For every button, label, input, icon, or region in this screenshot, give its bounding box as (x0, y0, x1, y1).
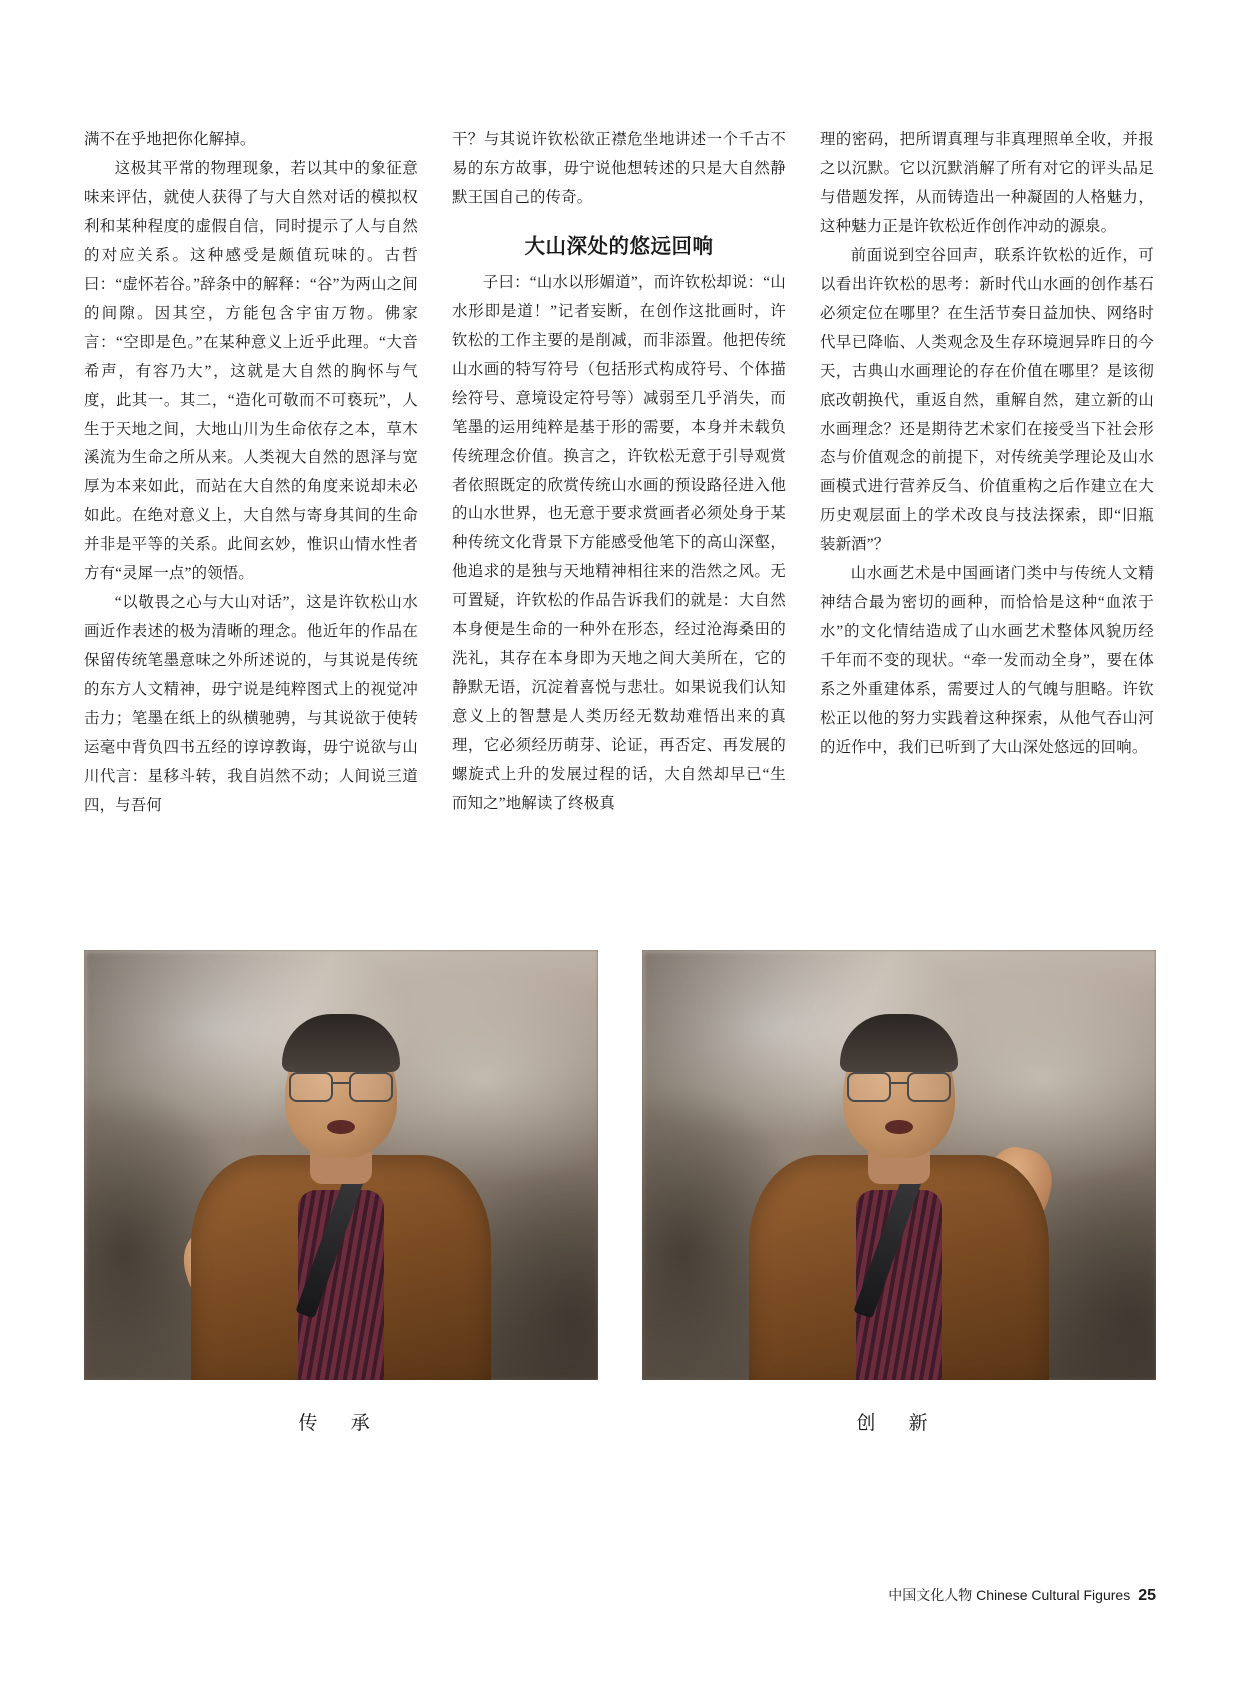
photo-caption: 创 新 (856, 1413, 942, 1434)
publication-name: 中国文化人物 Chinese Cultural Figures (888, 1587, 1131, 1603)
column-left (84, 126, 418, 821)
photo-row (84, 950, 1156, 1435)
paragraph: 干？与其说许钦松欲正襟危坐地讲述一个千古不易的东方故事，毋宁说他想转述的只是大自然静默王国自己的传奇。 (452, 131, 786, 206)
section-heading: 大山深处的悠远回响 (524, 234, 714, 258)
paragraph: 前面说到空谷回声，联系许钦松的近作，可以看出许钦松的思考：新时代山水画的创作基石必须定位在哪里？在生活节奏日益加快、网络时代早已降临、人类观念及生存环境迥异昨日的今天，古典山水画理论的存在价值在哪里？是该彻底改朝换代，重返自然，重解自然，建立新的山水画理念？还是期待艺术家们在接受当下社会形态与价值观念的前提下，对传统美学理论及山水画模式进行营养反刍、价值重构之后作建立在大历史观层面上的学术改良与技法探索，即“旧瓶装新酒”？ (820, 246, 1154, 554)
photo-subject (176, 1040, 506, 1380)
page-footer (888, 1585, 1156, 1605)
paragraph: “以敬畏之心与大山对话”，这是许钦松山水画近作表述的极为清晰的理念。他近年的作品在保留传统笔墨意味之外所述说的，与其说是传统的东方人文精神，毋宁说是纯粹图式上的视觉冲击力；笔墨在纸上的纵横驰骋，与其说欲于使转运毫中背负四书五经的谆谆教诲，毋宁说欲与山川代言：星移斗转，我自岿然不动；人间说三道四，与吾何 (84, 594, 418, 814)
lens-right (907, 1072, 951, 1102)
paragraph: 山水画艺术是中国画诸门类中与传统人文精神结合最为密切的画种，而恰恰是这种“血浓于水”的文化情结造成了山水画艺术整体风貌历经千年而不变的现状。“牵一发而动全身”，要在体系之外重建体系，需要过人的气魄与胆略。许钦松正以他的努力实践着这种探索，从他气吞山河的近作中，我们已听到了大山深处悠远的回响。 (820, 565, 1154, 757)
photo-block-left (84, 950, 598, 1435)
glasses-bridge (889, 1082, 909, 1084)
glasses-shape (847, 1072, 951, 1098)
article-columns (84, 126, 1156, 821)
photo-subject (734, 1040, 1064, 1380)
lens-right (349, 1072, 393, 1102)
paragraph: 理的密码，把所谓真理与非真理照单全收，并报之以沉默。它以沉默消解了所有对它的评头品足与借题发挥，从而铸造出一种凝固的人格魅力，这种魅力正是许钦松近作创作冲动的源泉。 (820, 131, 1154, 235)
glasses-bridge (331, 1082, 351, 1084)
portrait-photo-right (642, 950, 1156, 1380)
paragraph: 满不在乎地把你化解掉。 (84, 131, 256, 148)
mouth-shape (885, 1120, 913, 1134)
paragraph: 这极其平常的物理现象，若以其中的象征意味来评估，就使人获得了与大自然对话的模拟权利和某种程度的虚假自信，同时提示了人与自然的对应关系。这种感受是颇值玩味的。古哲曰：“虚怀若谷。”辞条中的解释：“谷”为两山之间的间隙。因其空，方能包含宇宙万物。佛家言：“空即是色。”在某种意义上近乎此理。“大音希声，有容乃大”，这就是大自然的胸怀与气度，此其一。其二，“造化可敬而不可亵玩”，人生于天地之间，大地山川为生命依存之本，草木溪流为生命之所从来。人类视大自然的恩泽与宽厚为本来如此，而站在大自然的角度来说却未必如此。在绝对意义上，大自然与寄身其间的生命并非是平等的关系。此间玄妙，惟识山情水性者方有“灵犀一点”的领悟。 (84, 159, 418, 583)
column-right (820, 126, 1154, 821)
lens-left (289, 1072, 333, 1102)
paragraph: 子曰：“山水以形媚道”，而许钦松却说：“山水形即是道！”记者妄断，在创作这批画时，许钦松的工作主要的是削减，而非添置。他把传统山水画的特写符号（包括形式构成符号、个体描绘符号、意境设定符号等）减弱至几乎消失，而笔墨的运用纯粹是基于形的需要，本身并未载负传统理念价值。换言之，许钦松无意于引导观赏者依照既定的欣赏传统山水画的预设路径进入他的山水世界，也无意于要求赏画者必须处身于某种传统文化背景下方能感受他笔下的高山深壑，他追求的是独与天地精神相往来的浩然之风。无可置疑，许钦松的作品告诉我们的就是：大自然本身便是生命的一种外在形态，经过沧海桑田的洗礼，其存在本身即为天地之间大美所在，它的静默无语，沉淀着喜悦与悲壮。如果说我们认知意义上的智慧是人类历经无数劫难悟出来的真理，它必须经历萌芽、论证，再否定、再发展的螺旋式上升的发展过程的话，大自然却早已“生而知之”地解读了终极真 (452, 273, 786, 813)
photo-caption: 传 承 (298, 1413, 384, 1434)
page-number: 25 (1138, 1587, 1156, 1604)
lens-left (847, 1072, 891, 1102)
portrait-photo-left (84, 950, 598, 1380)
mouth-shape (327, 1120, 355, 1134)
glasses-shape (289, 1072, 393, 1098)
photo-block-right (642, 950, 1156, 1435)
column-center (452, 126, 786, 821)
